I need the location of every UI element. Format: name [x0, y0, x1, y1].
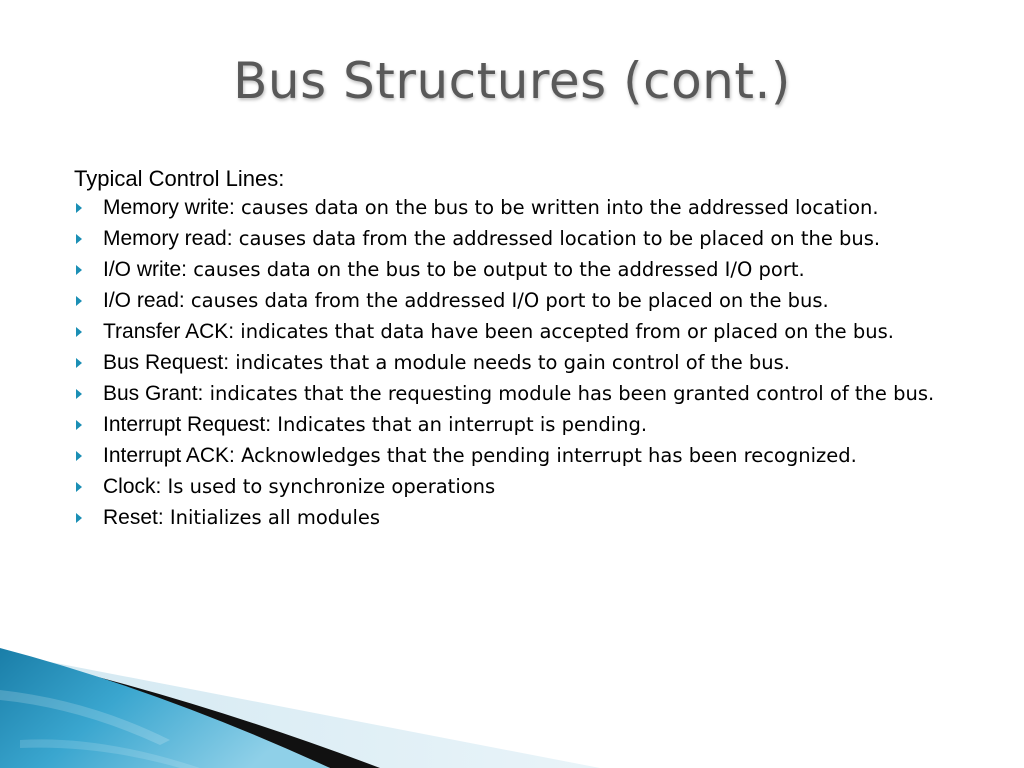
- item-description: Indicates that an interrupt is pending.: [271, 413, 648, 436]
- item-description: causes data from the addressed location to be placed on the bus.: [232, 227, 881, 250]
- item-term: Transfer ACK:: [103, 320, 235, 343]
- slide-title: Bus Structures (cont.): [233, 52, 791, 110]
- slide-body: [74, 164, 974, 537]
- triangle-bullet-icon: [76, 482, 82, 492]
- item-term: I/O write:: [103, 258, 188, 281]
- item-description: Initializes all modules: [163, 506, 381, 529]
- item-description: causes data on the bus to be output to the addressed I/O port.: [187, 258, 805, 281]
- section-heading: Typical Control Lines:: [74, 166, 285, 191]
- list-item: [74, 506, 974, 529]
- triangle-bullet-icon: [76, 420, 82, 430]
- triangle-bullet-icon: [76, 513, 82, 523]
- list-item: [74, 258, 974, 281]
- triangle-bullet-icon: [76, 265, 82, 275]
- item-term: Bus Grant:: [103, 382, 204, 405]
- control-lines-list: [74, 196, 974, 529]
- item-term: Memory write:: [103, 196, 235, 219]
- list-item: [74, 227, 974, 250]
- triangle-bullet-icon: [76, 358, 82, 368]
- triangle-bullet-icon: [76, 203, 82, 213]
- list-item: [74, 475, 974, 498]
- item-term: Clock:: [103, 475, 162, 498]
- item-description: causes data from the addressed I/O port to be placed on the bus.: [184, 289, 829, 312]
- item-description: Is used to synchronize operations: [161, 475, 496, 498]
- item-term: Reset:: [103, 506, 164, 529]
- list-item: [74, 351, 974, 374]
- item-description: Acknowledges that the pending interrupt has been recognized.: [234, 444, 857, 467]
- item-term: Interrupt Request:: [103, 413, 272, 436]
- list-item: [74, 196, 974, 219]
- triangle-bullet-icon: [76, 451, 82, 461]
- item-term: I/O read:: [103, 289, 185, 312]
- item-term: Bus Request:: [103, 351, 230, 374]
- item-term: Memory read:: [103, 227, 233, 250]
- item-description: indicates that data have been accepted from or placed on the bus.: [234, 320, 894, 343]
- list-item: [74, 382, 974, 405]
- list-item: [74, 289, 974, 312]
- item-description: indicates that the requesting module has been granted control of the bus.: [203, 382, 935, 405]
- item-description: indicates that a module needs to gain control of the bus.: [229, 351, 790, 374]
- list-item: [74, 444, 974, 467]
- triangle-bullet-icon: [76, 327, 82, 337]
- list-item: [74, 320, 974, 343]
- item-description: causes data on the bus to be written into the addressed location.: [234, 196, 879, 219]
- list-item: [74, 413, 974, 436]
- triangle-bullet-icon: [76, 296, 82, 306]
- triangle-bullet-icon: [76, 389, 82, 399]
- item-term: Interrupt ACK:: [103, 444, 235, 467]
- triangle-bullet-icon: [76, 234, 82, 244]
